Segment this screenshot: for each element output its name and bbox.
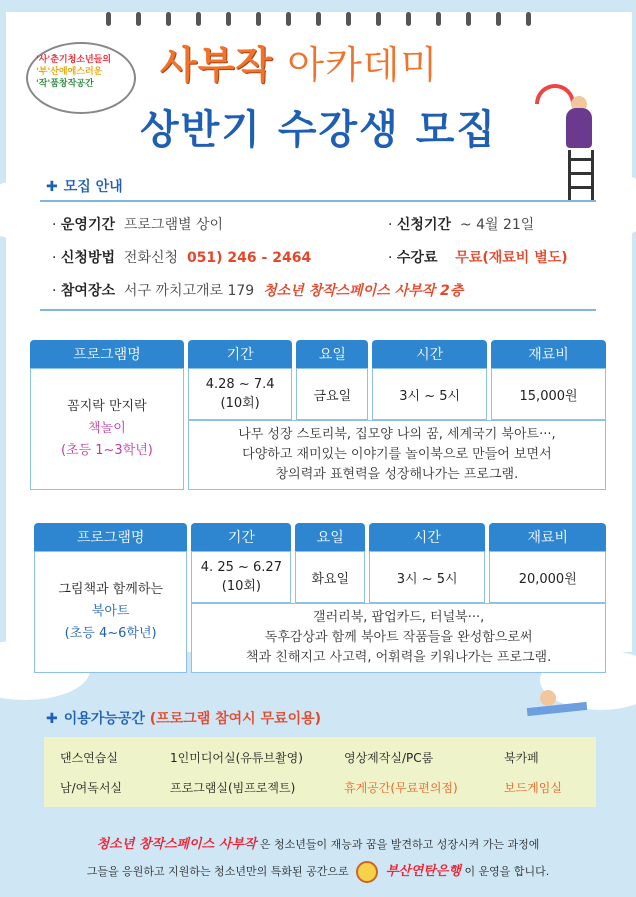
binder-ring bbox=[106, 12, 111, 26]
fee-cell: 15,000원 bbox=[491, 368, 606, 420]
brand-name: 청소년 창작스페이스 사부작 bbox=[96, 837, 257, 852]
col-header: 기간 bbox=[191, 523, 291, 551]
binder-ring bbox=[226, 12, 231, 26]
col-header: 요일 bbox=[295, 523, 365, 551]
info-apply-period: · 신청기간 ~ 4월 21일 bbox=[388, 217, 535, 233]
period-cell: 4. 25 ~ 6.27 (10회) bbox=[191, 551, 291, 603]
day-cell: 화요일 bbox=[295, 551, 365, 603]
col-header: 프로그램명 bbox=[30, 340, 184, 368]
binder-ring bbox=[436, 12, 441, 26]
program-table-1 bbox=[26, 340, 610, 490]
bubble-line-2: '부'산에에스러운 bbox=[36, 67, 103, 77]
slogan-bubble bbox=[26, 42, 136, 114]
plus-icon: ✚ bbox=[46, 179, 58, 195]
page-title bbox=[160, 34, 438, 89]
page-subtitle: 상반기 수강생 모집 bbox=[140, 107, 497, 153]
program-name-cell bbox=[34, 551, 187, 673]
program-table-2 bbox=[30, 523, 610, 673]
binder-ring bbox=[406, 12, 411, 26]
footer-line-2: 그들을 응원하고 지원하는 청소년만의 특화된 공간으로 부산연탄은행 이 운영을 합니다. bbox=[0, 860, 636, 883]
binder-ring bbox=[316, 12, 321, 26]
pencil-illustration bbox=[527, 702, 588, 716]
program-target: (초등 1~3학년) bbox=[60, 443, 153, 458]
program-name-sub: 책놀이 bbox=[88, 421, 126, 436]
ladder-illustration bbox=[568, 150, 594, 202]
time-cell: 3시 ~ 5시 bbox=[369, 551, 486, 603]
col-header: 기간 bbox=[188, 340, 293, 368]
binder-ring bbox=[376, 12, 381, 26]
space-item: 1인미디어실(유튜브촬영) bbox=[170, 751, 303, 765]
space-item: 프로그램실(빔프로젝트) bbox=[170, 781, 296, 795]
program-name-sub: 북아트 bbox=[91, 604, 130, 619]
time-cell: 3시 ~ 5시 bbox=[372, 368, 487, 420]
col-header: 재료비 bbox=[489, 523, 606, 551]
title-rest: 아카데미 bbox=[287, 43, 439, 87]
info-operating-period: · 운영기간 프로그램별 상이 bbox=[52, 217, 224, 233]
space-item: 댄스연습실 bbox=[60, 751, 118, 765]
binder-ring bbox=[286, 12, 291, 26]
divider bbox=[40, 200, 596, 202]
painter-illustration bbox=[566, 108, 592, 148]
space-item: 휴게공간(무료편의점) bbox=[344, 781, 458, 795]
description-cell: 나무 성장 스토리북, 집모양 나의 꿈, 세계국기 북아트···, 다양하고 재미있는 이야기를 놀이북으로 만들어 보면서 창의력과 표현력을 성장해나가는 프로그램. bbox=[188, 420, 606, 490]
info-fee: · 수강료 무료(재료비 별도) bbox=[388, 250, 568, 266]
binder-ring bbox=[196, 12, 201, 26]
divider bbox=[40, 309, 596, 311]
footer-line-1: 청소년 창작스페이스 사부작 은 청소년들이 재능과 꿈을 발견하고 성장시켜 가는 과정에 bbox=[96, 837, 540, 852]
col-header: 시간 bbox=[372, 340, 487, 368]
binder-ring bbox=[256, 12, 261, 26]
bubble-line-1: '사'춘기청소년들의 bbox=[36, 55, 112, 65]
binder-ring bbox=[166, 12, 171, 26]
binder-ring bbox=[136, 12, 141, 26]
spaces-note: (프로그램 참여시 무료이용) bbox=[149, 711, 322, 727]
operator-name: 부산연탄은행 bbox=[385, 864, 461, 879]
program-name-cell bbox=[30, 368, 184, 490]
description-cell: 갤러리북, 팝업카드, 터널북···, 독후감상과 함께 북아트 작품들을 완성함으로써 책과 친해지고 사고력, 어휘력을 키워나가는 프로그램. bbox=[191, 603, 606, 673]
col-header: 시간 bbox=[369, 523, 486, 551]
bubble-line-3: '작'품창작공간 bbox=[36, 79, 94, 89]
spaces-heading: ✚ 이용가능공간 (프로그램 참여시 무료이용) bbox=[46, 711, 322, 727]
col-header: 요일 bbox=[296, 340, 368, 368]
plus-icon: ✚ bbox=[46, 711, 58, 727]
program-target: (초등 4~6학년) bbox=[64, 626, 157, 641]
spaces-panel bbox=[44, 737, 596, 807]
yeontan-logo-icon bbox=[356, 861, 378, 883]
space-item: 남/여독서실 bbox=[60, 781, 123, 795]
day-cell: 금요일 bbox=[296, 368, 368, 420]
binder-ring bbox=[346, 12, 351, 26]
program-name: 그림책과 함께하는 bbox=[58, 582, 163, 597]
space-item: 보드게임실 bbox=[504, 781, 562, 795]
period-cell: 4.28 ~ 7.4 (10회) bbox=[188, 368, 293, 420]
col-header: 프로그램명 bbox=[34, 523, 187, 551]
binder-ring bbox=[466, 12, 471, 26]
space-item: 북카페 bbox=[504, 751, 539, 765]
binder-ring bbox=[496, 12, 501, 26]
space-item: 영상제작실/PC룸 bbox=[344, 751, 434, 765]
recruit-heading: ✚ 모집 안내 bbox=[46, 179, 123, 195]
info-venue: · 참여장소 서구 까치고개로 179 청소년 창작스페이스 사부작 2층 bbox=[52, 283, 464, 299]
info-apply-method: · 신청방법 전화신청 051) 246 - 2464 bbox=[52, 250, 312, 266]
binder-ring bbox=[526, 12, 531, 26]
program-name: 꼼지락 만지락 bbox=[67, 399, 147, 414]
kid-illustration bbox=[540, 690, 556, 706]
title-highlight: 사부작 bbox=[160, 43, 274, 87]
col-header: 재료비 bbox=[491, 340, 606, 368]
fee-cell: 20,000원 bbox=[489, 551, 606, 603]
